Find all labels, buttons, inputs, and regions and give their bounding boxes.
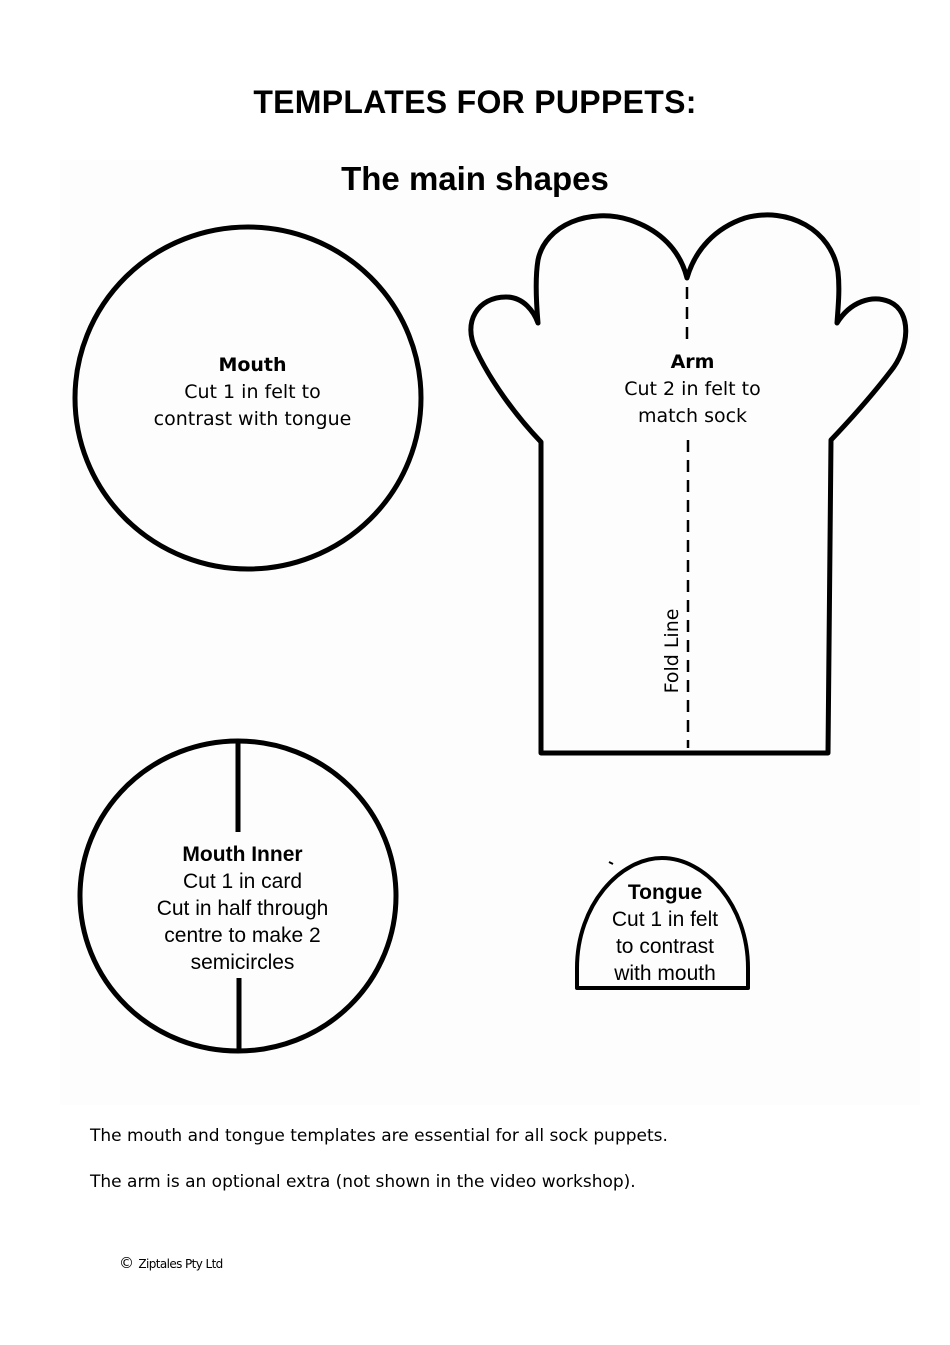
tongue-instruction: Cut 1 in felt (611, 908, 719, 931)
tongue-mark (609, 862, 613, 864)
tongue-instruction: to contrast (615, 935, 715, 958)
tongue-label (590, 879, 740, 987)
tongue-instruction: with mouth (614, 962, 716, 985)
mouth-inner-instruction: centre to make 2 (164, 924, 321, 947)
mouth-name: Mouth (218, 354, 287, 376)
mouth-inner-name: Mouth Inner (182, 843, 303, 866)
note-optional-arm: The arm is an optional extra (not shown in the video workshop). (90, 1172, 636, 1192)
mouth-label (140, 352, 365, 433)
section-title: The main shapes (341, 160, 609, 197)
mouth-inner-instruction: Cut 1 in card (182, 870, 303, 893)
fold-line-label: Fold Line (661, 608, 683, 694)
mouth-instruction: Cut 1 in felt to (184, 381, 321, 403)
arm-instruction: Cut 2 in felt to (624, 378, 761, 400)
arm-instruction: match sock (637, 405, 748, 427)
note-essential-templates: The mouth and tongue templates are essential for all sock puppets. (90, 1126, 668, 1146)
mouth-inner-instruction: semicircles (190, 951, 295, 974)
mouth-instruction: contrast with tongue (153, 408, 352, 430)
copyright (119, 1254, 223, 1272)
arm-label (600, 349, 785, 430)
copyright-icon: © (119, 1254, 134, 1272)
page-title: TEMPLATES FOR PUPPETS: (253, 84, 697, 120)
copyright-text: Ziptales Pty Ltd (138, 1257, 223, 1271)
arm-name: Arm (670, 351, 715, 373)
mouth-inner-instruction: Cut in half through (156, 897, 329, 920)
tongue-name: Tongue (627, 881, 703, 904)
mouth-inner-label (135, 841, 350, 976)
